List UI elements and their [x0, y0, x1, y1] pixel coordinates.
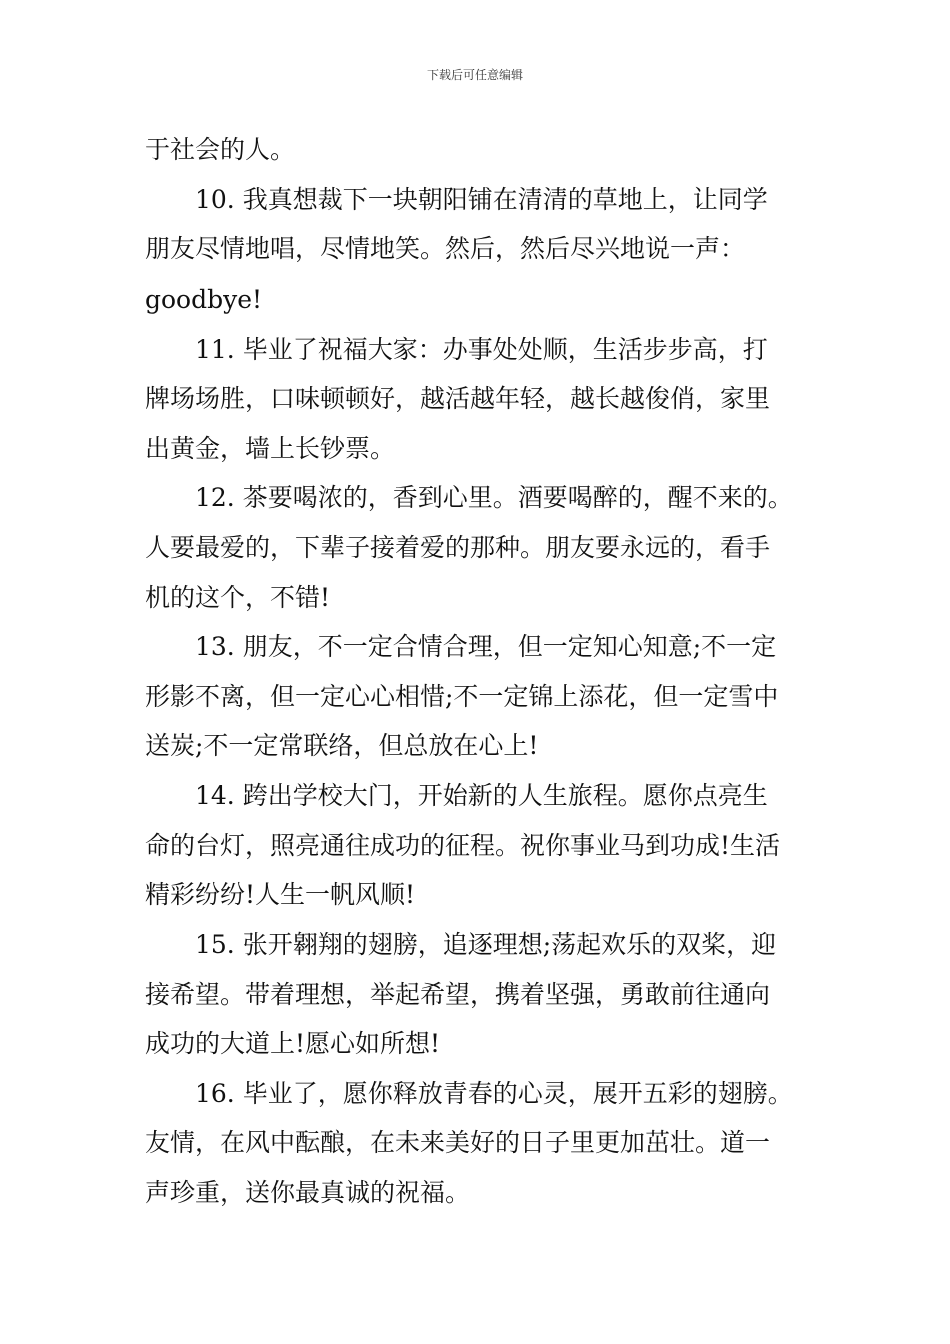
text-line: 出黄金，墙上长钞票。: [145, 434, 396, 463]
text-line: 精彩纷纷!人生一帆风顺!: [145, 880, 416, 909]
text-line: 朋友尽情地唱，尽情地笑。然后，然后尽兴地说一声：: [145, 234, 746, 263]
text-line: 命的台灯，照亮通往成功的征程。祝你事业马到功成!生活: [145, 831, 781, 860]
text-line: 15. 张开翱翔的翅膀，追逐理想;荡起欢乐的双桨，迎: [145, 930, 777, 959]
text-line: 14. 跨出学校大门，开始新的人生旅程。愿你点亮生: [145, 781, 768, 810]
text-line: 于社会的人。: [145, 135, 296, 164]
text-line: 人要最爱的，下辈子接着爱的那种。朋友要永远的，看手: [145, 533, 771, 562]
text-line: 16. 毕业了，愿你释放青春的心灵，展开五彩的翅膀。: [145, 1079, 793, 1108]
text-line: 13. 朋友，不一定合情合理，但一定知心知意;不一定: [145, 632, 777, 661]
text-line: 机的这个，不错!: [145, 583, 331, 612]
text-line: 送炭;不一定常联络，但总放在心上!: [145, 731, 539, 760]
text-line: 形影不离，但一定心心相惜;不一定锦上添花，但一定雪中: [145, 682, 779, 711]
text-line: 声珍重，送你最真诚的祝福。: [145, 1178, 471, 1207]
text-line: 接希望。带着理想，举起希望，携着坚强，勇敢前往通向: [145, 980, 771, 1009]
text-line: 10. 我真想裁下一块朝阳铺在清清的草地上，让同学: [145, 185, 768, 214]
text-line: 牌场场胜，口味顿顿好，越活越年轻，越长越俊俏，家里: [145, 384, 771, 413]
text-line: 成功的大道上!愿心如所想!: [145, 1029, 441, 1058]
text-line: 友情，在风中酝酿，在未来美好的日子里更加茁壮。道一: [145, 1128, 771, 1157]
text-line: 12. 茶要喝浓的，香到心里。酒要喝醉的，醒不来的。: [145, 483, 793, 512]
page-header: 下载后可任意编辑: [426, 68, 523, 82]
text-line: 11. 毕业了祝福大家：办事处处顺，生活步步高，打: [145, 335, 768, 364]
text-line: goodbye!: [145, 285, 263, 314]
